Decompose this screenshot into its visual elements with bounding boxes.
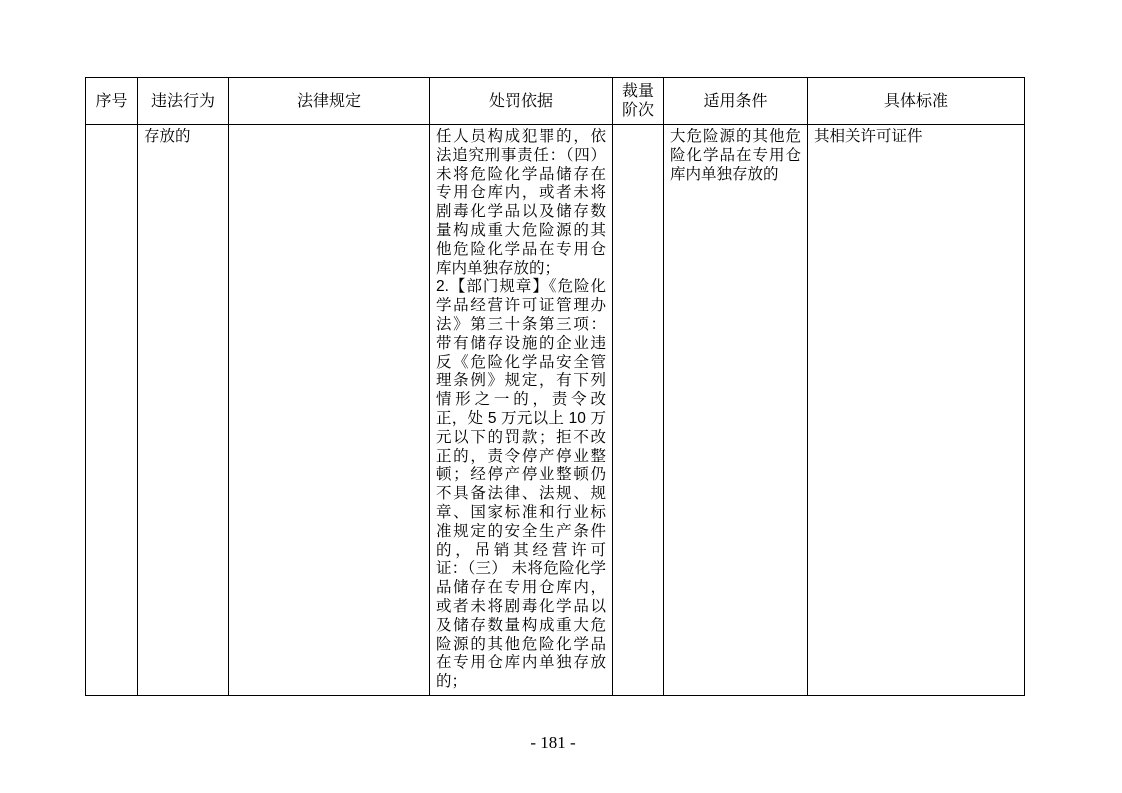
col-header-illegal-act: 违法行为: [138, 78, 229, 125]
penalty-basis-paragraph-2: 2.【部门规章】《危险化学品经营许可证管理办法》第三十条第三项：带有储存设施的企业违反《危险化学品安全管理条例》规定，有下列情形之一的，责令改正，处 5 万元以上 10 万元以下的罚款；拒不改正的，责令停产停业整顿；经停产停业整顿仍不具备法律、法规、规章、国家标准和行业标准规定的安全生产条件的，吊销其经营许可证：（三） 未将危险化学品储存在专用仓库内，或者未将剧毒化学品以及储存数量构成重大危险源的其他危险化学品在专用仓库内单独存放的；: [436, 278, 606, 691]
cell-legal-provision: [229, 125, 430, 696]
illegal-act-text: 存放的: [144, 128, 191, 145]
table-header-row: [86, 78, 1025, 125]
applicable-condition-text: 大危险源的其他危险化学品在专用仓库内单独存放的: [670, 128, 801, 183]
cell-penalty-basis: [430, 125, 613, 696]
col-header-specific-standard: 具体标准: [808, 78, 1025, 125]
col-header-legal-provision: 法律规定: [229, 78, 430, 125]
penalty-basis-paragraph-1: 任人员构成犯罪的，依法追究刑事责任：（四）未将危险化学品储存在专用仓库内，或者未将剧毒化学品以及储存数量构成重大危险源的其他危险化学品在专用仓库内单独存放的；: [436, 128, 606, 277]
page-number: - 181 -: [530, 733, 576, 752]
col-header-serial: 序号: [86, 78, 138, 125]
cell-serial: [86, 125, 138, 696]
col-header-discretion-stage: 裁量阶次: [613, 78, 664, 125]
cell-specific-standard: [808, 125, 1025, 696]
cell-applicable-condition: [664, 125, 808, 696]
specific-standard-text: 其相关许可证件: [814, 128, 923, 145]
cell-discretion-stage: [613, 125, 664, 696]
col-header-applicable-condition: 适用条件: [664, 78, 808, 125]
penalty-standards-table: [85, 77, 1025, 696]
col-header-penalty-basis: 处罚依据: [430, 78, 613, 125]
table-row: [86, 125, 1025, 696]
cell-illegal-act: [138, 125, 229, 696]
